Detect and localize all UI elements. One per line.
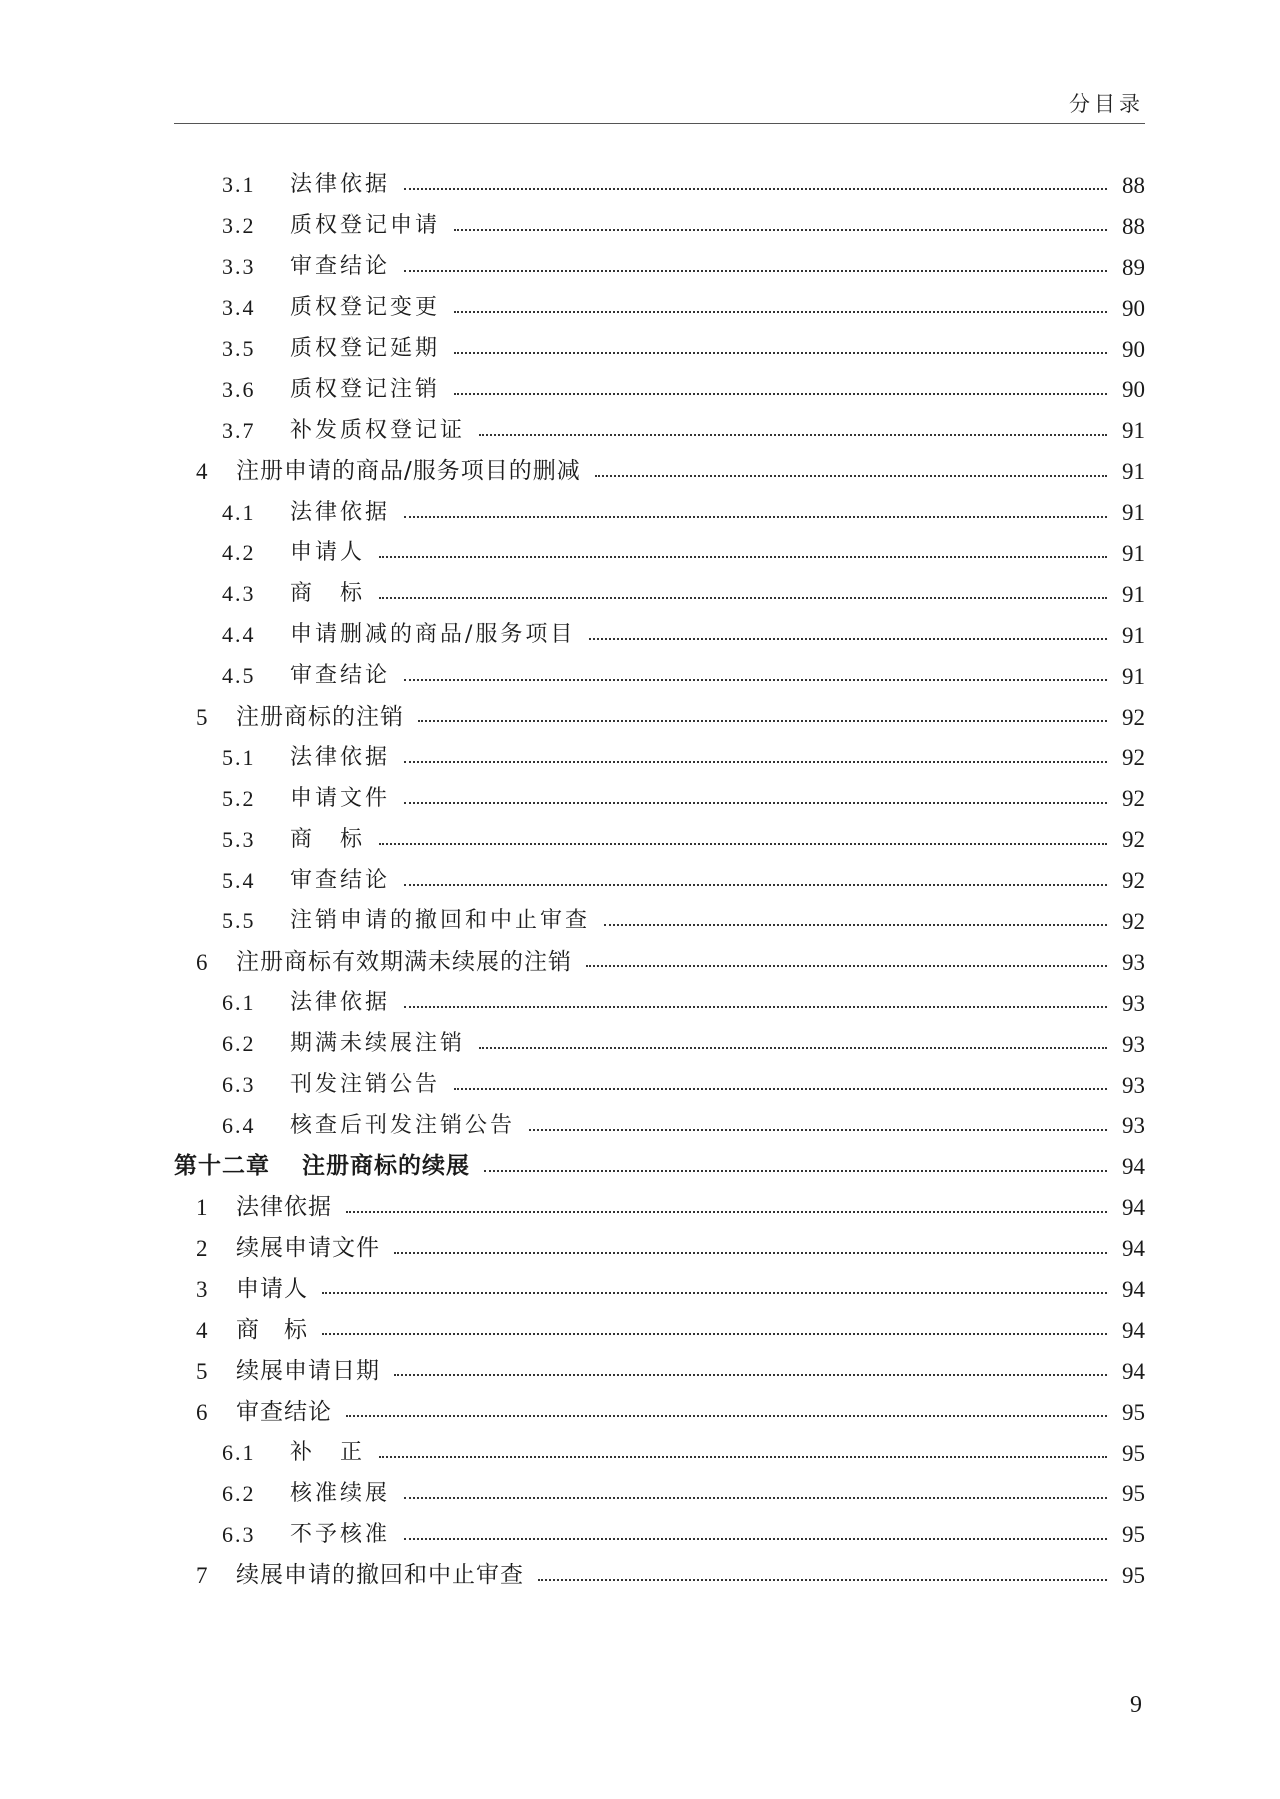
- toc-entry: [174, 1105, 1145, 1146]
- running-head: 分目录: [1069, 92, 1144, 116]
- dot-leader: [404, 679, 1107, 681]
- toc-entry: [174, 1024, 1145, 1065]
- toc-entry-number: 5.1: [222, 744, 256, 770]
- toc-entry-page: 89: [1122, 254, 1145, 280]
- toc-entry-number: 4: [196, 1317, 210, 1343]
- toc-entry-title: 法律依据: [290, 990, 391, 1016]
- toc-entry-page: 94: [1122, 1317, 1145, 1343]
- toc-entry-number: 5.2: [222, 785, 256, 811]
- toc-entry-page: 91: [1122, 540, 1145, 566]
- toc-entry-title: 核查后刊发注销公告: [290, 1112, 516, 1138]
- dot-leader: [404, 516, 1107, 518]
- toc-entry-title: 续展申请文件: [236, 1235, 380, 1262]
- toc-entry-page: 94: [1122, 1236, 1145, 1262]
- toc-entry-number: 5.4: [222, 867, 256, 893]
- toc-entry-title: 刊发注销公告: [290, 1072, 441, 1098]
- toc-entry-page: 88: [1122, 172, 1145, 198]
- toc-entry-number: 5.5: [222, 908, 256, 934]
- toc-entry: [174, 1351, 1145, 1392]
- toc-entry-page: 91: [1122, 622, 1145, 648]
- toc-entry-title: 续展申请日期: [236, 1357, 380, 1384]
- dot-leader: [604, 924, 1107, 926]
- toc-entry: [174, 247, 1145, 288]
- toc-entry: [174, 737, 1145, 778]
- toc-entry-number: 3.6: [222, 376, 256, 402]
- dot-leader: [404, 884, 1107, 886]
- toc-entry-page: 92: [1122, 786, 1145, 812]
- toc-entry-number: 3.3: [222, 254, 256, 280]
- toc-entry-number: 5: [196, 1358, 210, 1384]
- toc-entry: [174, 901, 1145, 942]
- toc-chapter-entry: [174, 1146, 1145, 1187]
- toc-entry-number: 3.5: [222, 336, 256, 361]
- toc-entry-page: 92: [1122, 704, 1145, 730]
- dot-leader: [322, 1333, 1107, 1335]
- toc-entry-number: 3.2: [222, 213, 256, 239]
- toc-entry: [174, 697, 1145, 738]
- header-rule: [174, 123, 1145, 124]
- toc-entry-title: 质权登记申请: [290, 213, 441, 239]
- dot-leader: [404, 761, 1107, 763]
- toc-entry-title: 补 正: [290, 1440, 366, 1466]
- dot-leader: [454, 311, 1107, 313]
- toc-entry-page: 92: [1122, 827, 1145, 853]
- toc-entry-number: 6.3: [222, 1521, 256, 1547]
- page-number: 9: [1130, 1692, 1142, 1718]
- toc-entry: [174, 410, 1145, 451]
- toc-entry-title: 质权登记延期: [290, 336, 441, 361]
- toc-entry-number: 6.1: [222, 1440, 256, 1466]
- toc-entry: [174, 1310, 1145, 1351]
- toc-entry-number: 4: [196, 459, 210, 485]
- toc-entry: [174, 451, 1145, 492]
- toc-entry-title: 法律依据: [290, 744, 391, 770]
- dot-leader: [484, 1170, 1107, 1172]
- toc-entry-title: 注册商标的注销: [236, 703, 404, 730]
- toc-entry-number: 4.1: [222, 499, 256, 525]
- toc-entry: [174, 206, 1145, 247]
- toc-entry-page: 90: [1122, 377, 1145, 403]
- toc-entry-number: 6.2: [222, 1031, 256, 1057]
- toc-entry-number: 第十二章: [174, 1153, 270, 1180]
- dot-leader: [346, 1211, 1107, 1213]
- toc-entry: [174, 329, 1145, 370]
- dot-leader: [379, 597, 1107, 599]
- toc-entry-page: 91: [1122, 581, 1145, 607]
- toc-entry-number: 3: [196, 1276, 210, 1302]
- toc-entry-page: 93: [1122, 1072, 1145, 1098]
- toc-entry-title: 注册商标有效期满未续展的注销: [236, 948, 572, 975]
- toc-entry: [174, 1474, 1145, 1515]
- toc-entry-number: 3.7: [222, 417, 256, 443]
- toc-entry-title: 质权登记变更: [290, 295, 441, 321]
- toc-entry-page: 95: [1122, 1522, 1145, 1548]
- toc-entry-page: 91: [1122, 459, 1145, 485]
- toc-entry-title: 商 标: [236, 1316, 308, 1343]
- toc-entry-number: 6: [196, 949, 210, 975]
- toc-entry-title: 申请文件: [290, 785, 391, 811]
- toc-entry-title: 审查结论: [236, 1398, 332, 1425]
- toc-entry: [174, 1228, 1145, 1269]
- toc-entry: [174, 1392, 1145, 1433]
- toc-entry: [174, 983, 1145, 1024]
- toc-entry-number: 6.2: [222, 1480, 256, 1506]
- toc-entry-title: 商 标: [290, 581, 366, 607]
- toc-entry-page: 91: [1122, 663, 1145, 689]
- toc-entry-page: 94: [1122, 1358, 1145, 1384]
- toc-entry-page: 95: [1122, 1440, 1145, 1466]
- toc-entry: [174, 1187, 1145, 1228]
- dot-leader: [379, 843, 1107, 845]
- toc-entry-number: 4.2: [222, 540, 256, 566]
- toc-entry: [174, 1065, 1145, 1106]
- toc-entry-page: 93: [1122, 949, 1145, 975]
- toc-entry: [174, 1269, 1145, 1310]
- toc-entry-number: 6.4: [222, 1112, 256, 1138]
- toc-entry-page: 95: [1122, 1563, 1145, 1589]
- toc-entry-page: 94: [1122, 1195, 1145, 1221]
- toc-entry: [174, 1555, 1145, 1596]
- toc-entry-page: 95: [1122, 1481, 1145, 1507]
- toc-entry-title: 法律依据: [290, 499, 391, 525]
- toc-entry-page: 93: [1122, 1031, 1145, 1057]
- toc-entry-number: 4.4: [222, 622, 256, 648]
- toc-entry-page: 88: [1122, 213, 1145, 239]
- toc-entry: [174, 369, 1145, 410]
- toc-entry-number: 5: [196, 704, 210, 730]
- toc-entry-number: 3.1: [222, 172, 256, 198]
- toc-entry: [174, 819, 1145, 860]
- toc-entry: [174, 165, 1145, 206]
- toc-entry-number: 1: [196, 1195, 210, 1221]
- toc-entry: [174, 778, 1145, 819]
- toc-entry-page: 94: [1122, 1276, 1145, 1302]
- toc-entry-number: 6.1: [222, 990, 256, 1016]
- table-of-contents: [174, 165, 1145, 1596]
- toc-entry-title: 期满未续展注销: [290, 1031, 466, 1057]
- dot-leader: [379, 556, 1107, 558]
- toc-entry: [174, 533, 1145, 574]
- toc-entry-page: 94: [1122, 1154, 1145, 1180]
- toc-entry-title: 审查结论: [290, 867, 391, 893]
- toc-entry-title: 质权登记注销: [290, 376, 441, 402]
- toc-entry-title: 申请人: [290, 540, 366, 566]
- toc-entry-title: 法律依据: [236, 1194, 332, 1221]
- toc-entry-number: 7: [196, 1563, 210, 1589]
- toc-entry-title: 注销申请的撤回和中止审查: [290, 908, 591, 934]
- dot-leader: [454, 1088, 1107, 1090]
- toc-entry-number: 6.3: [222, 1072, 256, 1098]
- toc-entry: [174, 942, 1145, 983]
- dot-leader: [394, 1252, 1107, 1254]
- toc-entry-number: 4.3: [222, 581, 256, 607]
- toc-entry-number: 6: [196, 1399, 210, 1425]
- toc-entry-title: 补发质权登记证: [290, 417, 466, 443]
- toc-entry-number: 3.4: [222, 295, 256, 321]
- toc-entry-page: 91: [1122, 500, 1145, 526]
- toc-entry-title: 注册申请的商品/服务项目的删减: [236, 458, 581, 485]
- dot-leader: [479, 1047, 1107, 1049]
- toc-entry-page: 92: [1122, 745, 1145, 771]
- toc-entry-title: 注册商标的续展: [302, 1153, 470, 1180]
- toc-entry: [174, 1433, 1145, 1474]
- dot-leader: [404, 1497, 1107, 1499]
- toc-entry-title: 续展申请的撤回和中止审查: [236, 1562, 524, 1589]
- dot-leader: [454, 352, 1107, 354]
- toc-entry-title: 申请人: [236, 1275, 308, 1302]
- dot-leader: [586, 965, 1107, 967]
- toc-entry: [174, 615, 1145, 656]
- dot-leader: [479, 434, 1107, 436]
- dot-leader: [454, 229, 1107, 231]
- dot-leader: [529, 1129, 1107, 1131]
- toc-entry: [174, 492, 1145, 533]
- dot-leader: [589, 638, 1107, 640]
- toc-entry-title: 审查结论: [290, 254, 391, 280]
- toc-entry-page: 90: [1122, 295, 1145, 321]
- toc-entry-page: 92: [1122, 908, 1145, 934]
- dot-leader: [346, 1415, 1107, 1417]
- toc-entry-page: 90: [1122, 336, 1145, 362]
- toc-entry-page: 93: [1122, 1113, 1145, 1139]
- toc-entry: [174, 860, 1145, 901]
- dot-leader: [379, 1456, 1107, 1458]
- toc-entry-number: 5.3: [222, 826, 256, 852]
- toc-entry: [174, 288, 1145, 329]
- toc-entry: [174, 574, 1145, 615]
- toc-entry-number: 2: [196, 1236, 210, 1262]
- toc-entry-page: 95: [1122, 1399, 1145, 1425]
- toc-entry-title: 审查结论: [290, 663, 391, 689]
- toc-entry-page: 91: [1122, 418, 1145, 444]
- dot-leader: [404, 188, 1107, 190]
- toc-entry: [174, 656, 1145, 697]
- dot-leader: [404, 270, 1107, 272]
- dot-leader: [595, 475, 1107, 477]
- dot-leader: [538, 1579, 1107, 1581]
- dot-leader: [418, 720, 1107, 722]
- dot-leader: [404, 1006, 1107, 1008]
- dot-leader: [404, 802, 1107, 804]
- dot-leader: [404, 1538, 1107, 1540]
- toc-entry-title: 商 标: [290, 826, 366, 852]
- toc-entry-title: 申请删减的商品/服务项目: [290, 622, 576, 648]
- dot-leader: [322, 1292, 1107, 1294]
- dot-leader: [394, 1374, 1107, 1376]
- toc-entry-title: 核准续展: [290, 1480, 391, 1506]
- toc-entry-title: 不予核准: [290, 1521, 391, 1547]
- toc-entry-title: 法律依据: [290, 172, 391, 198]
- toc-entry-page: 92: [1122, 868, 1145, 894]
- toc-entry-page: 93: [1122, 990, 1145, 1016]
- dot-leader: [454, 393, 1107, 395]
- toc-entry: [174, 1514, 1145, 1555]
- toc-entry-number: 4.5: [222, 663, 256, 689]
